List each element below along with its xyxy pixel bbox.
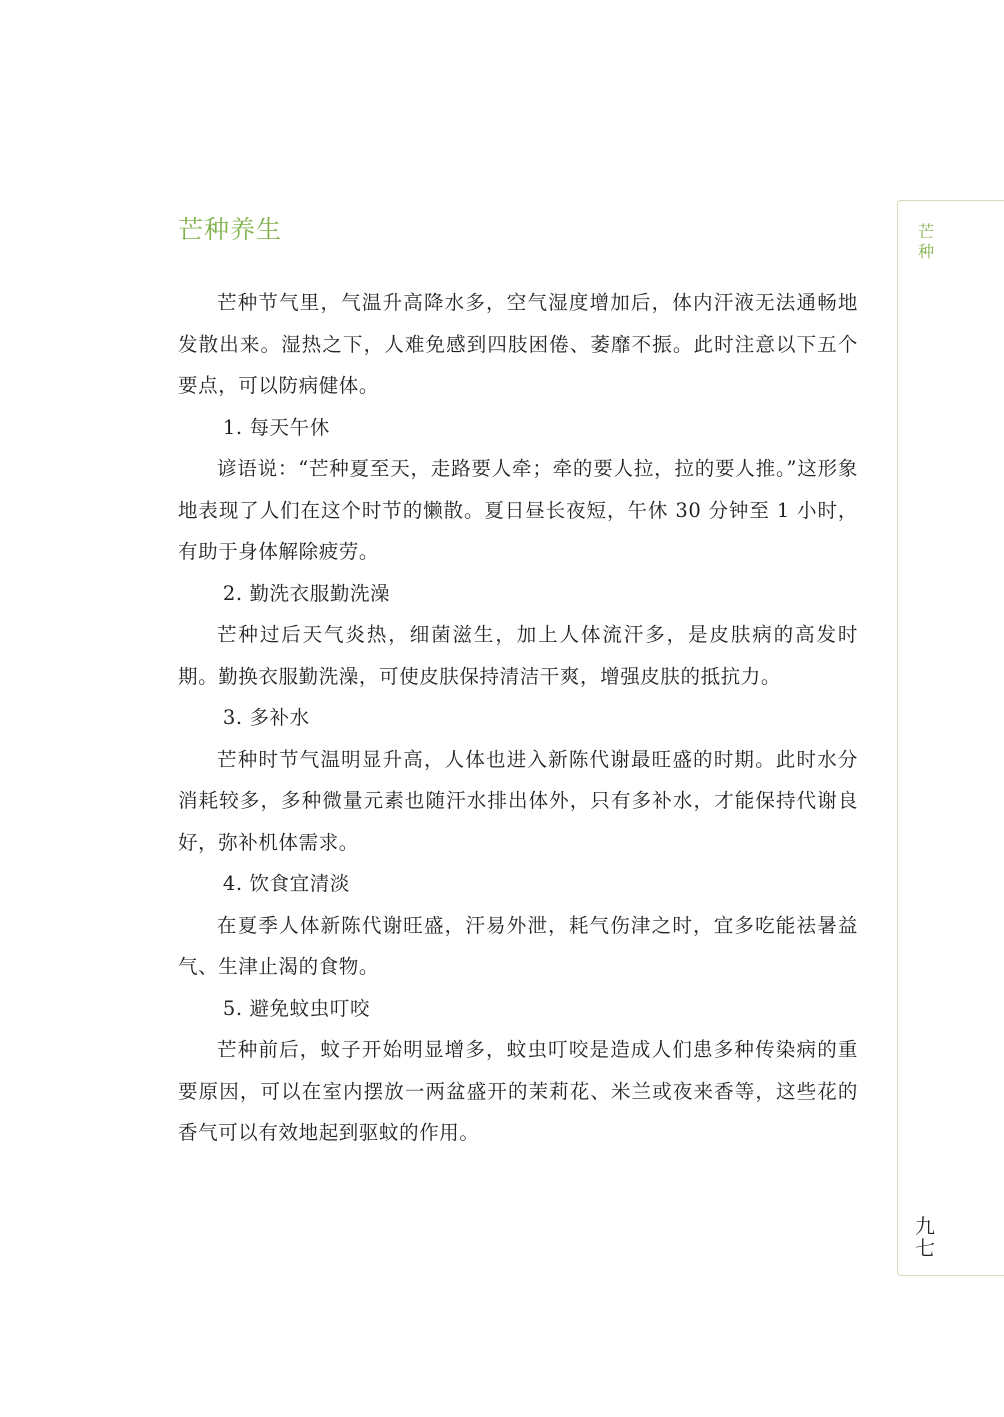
item-body-mosquito: 芒种前后，蚊子开始明显增多，蚊虫叮咬是造成人们患多种传染病的重要原因，可以在室内摆放一两盆盛开的茉莉花、米兰或夜来香等，这些花的香气可以有效地起到驱蚊的作用。 [178,1038,858,1144]
item-heading-nap: 1. 每天午休 [222,415,330,439]
side-tab-title: 芒种 [917,222,934,261]
item-heading-bathing: 2. 勤洗衣服勤洗澡 [222,581,391,605]
item-body-bathing: 芒种过后天气炎热，细菌滋生，加上人体流汗多，是皮肤病的高发时期。勤换衣服勤洗澡，可使皮肤保持清洁干爽，增强皮肤的抵抗力。 [178,623,858,688]
intro-paragraph: 芒种节气里，气温升高降水多，空气湿度增加后，体内汗液无法通畅地发散出来。湿热之下，人难免感到四肢困倦、萎靡不振。此时注意以下五个要点，可以防病健体。 [178,291,858,397]
item-heading-mosquito: 5. 避免蚊虫叮咬 [222,996,371,1020]
section-title: 芒种养生 [178,215,283,244]
item-heading-diet: 4. 饮食宜清淡 [222,872,350,895]
item-body-hydration: 芒种时节气温明显升高，人体也进入新陈代谢最旺盛的时期。此时水分消耗较多，多种微量元素也随汗水排出体外，只有多补水，才能保持代谢良好，弥补机体需求。 [178,747,858,854]
item-body-nap: 谚语说：“芒种夏至天，走路要人牵；牵的要人拉，拉的要人推。”这形象地表现了人们在这个时节的懒散。夏日昼长夜短，午休 30 分钟至 1 小时，有助于身体解除疲劳。 [178,457,858,563]
item-body-diet: 在夏季人体新陈代谢旺盛，汗易外泄，耗气伤津之时，宜多吃能祛暑益气、生津止渴的食物。 [178,913,858,978]
page-number: 九七 [915,1214,935,1260]
item-heading-hydration: 3. 多补水 [222,706,310,729]
main-content [178,212,858,1154]
side-tab-frame [897,200,1004,1276]
